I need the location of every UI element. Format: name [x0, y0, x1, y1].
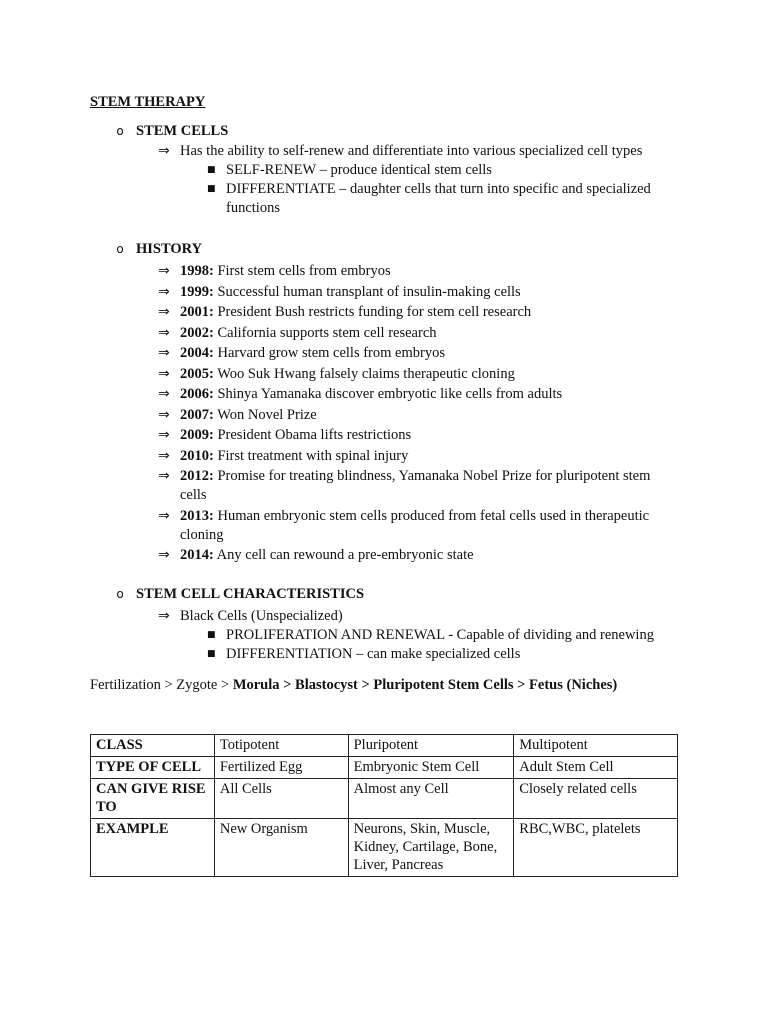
row-label: CAN GIVE RISE TO [91, 779, 215, 819]
table-row [91, 779, 678, 819]
development-flow [90, 676, 617, 695]
item-text: SELF-RENEW – produce identical stem cells [226, 162, 492, 178]
history-item [114, 546, 674, 565]
history-text: Human embryonic stem cells produced from fetal cells used in therapeutic cloning [180, 507, 650, 543]
history-item [114, 467, 674, 505]
history-text: Harvard grow stem cells from embryos [217, 345, 445, 361]
history-list [114, 262, 674, 565]
history-text: Won Novel Prize [217, 406, 317, 423]
arrow-list-item [114, 142, 714, 161]
history-year: 2006: [180, 386, 214, 402]
history-item [114, 324, 674, 343]
square-bullet-icon: ■ [207, 649, 216, 659]
history-text: President Obama lifts restrictions [217, 427, 412, 443]
double-arrow-icon: ⇒ [158, 608, 170, 624]
history-text: Successful human transplant of insulin-making cells [217, 283, 521, 300]
history-year: 2009: [180, 427, 214, 443]
double-arrow-icon: ⇒ [158, 345, 170, 361]
history-year: 1998: [180, 263, 214, 279]
circle-bullet-icon: o [116, 587, 124, 601]
item-text: DIFFERENTIATE – daughter cells that turn into specific and specialized functions [226, 181, 651, 216]
item-text: PROLIFERATION AND RENEWAL - Capable of dividing and renewing [226, 627, 654, 643]
table-row [91, 819, 678, 877]
table-cell: Almost any Cell [348, 779, 514, 819]
table-row [91, 757, 678, 779]
item-text: Has the ability to self-renew and differentiate into various specialized cell types [180, 143, 643, 159]
square-list-item [114, 180, 714, 218]
circle-bullet-icon: o [116, 124, 124, 138]
section-heading-row [114, 240, 674, 262]
table-cell: Embryonic Stem Cell [348, 757, 514, 779]
table-cell: Adult Stem Cell [514, 757, 678, 779]
table-cell: New Organism [214, 819, 348, 877]
history-year: 2005: [180, 365, 214, 382]
document-title: STEM THERAPY [90, 94, 206, 110]
section-heading: STEM CELLS [136, 123, 229, 139]
history-text: Shinya Yamanaka discover embryotic like cells from adults [217, 386, 563, 402]
section-heading: STEM CELL CHARACTERISTICS [136, 586, 365, 602]
double-arrow-icon: ⇒ [158, 447, 170, 464]
history-text: First treatment with spinal injury [217, 447, 409, 464]
double-arrow-icon: ⇒ [158, 143, 170, 159]
history-text: Promise for treating blindness, Yamanaka Nobel Prize for pluripotent stem cells [180, 468, 651, 503]
history-item [114, 406, 674, 425]
table-cell: Pluripotent [348, 735, 514, 757]
double-arrow-icon: ⇒ [158, 547, 170, 563]
double-arrow-icon: ⇒ [158, 386, 170, 402]
square-bullet-icon: ■ [207, 165, 216, 175]
history-item [114, 344, 674, 363]
table-cell: Fertilized Egg [214, 757, 348, 779]
history-item [114, 507, 674, 545]
double-arrow-icon: ⇒ [158, 468, 170, 484]
double-arrow-icon: ⇒ [158, 406, 170, 423]
history-text: President Bush restricts funding for stem cell research [217, 304, 532, 320]
history-item [114, 262, 674, 281]
double-arrow-icon: ⇒ [158, 324, 170, 341]
history-item [114, 385, 674, 404]
double-arrow-icon: ⇒ [158, 304, 170, 320]
history-year: 2002: [180, 324, 214, 341]
double-arrow-icon: ⇒ [158, 427, 170, 443]
history-year: 2012: [180, 468, 214, 484]
stem-cell-class-table [90, 734, 678, 877]
history-text: California supports stem cell research [217, 324, 437, 341]
table-cell: Totipotent [214, 735, 348, 757]
double-arrow-icon: ⇒ [158, 263, 170, 279]
history-year: 2001: [180, 304, 214, 320]
item-text: Black Cells (Unspecialized) [180, 608, 343, 624]
history-year: 2013: [180, 507, 214, 524]
square-list-item [114, 626, 714, 645]
flow-bold-text: Morula > Blastocyst > Pluripotent Stem Cells > Fetus (Niches) [232, 677, 618, 693]
table-cell: All Cells [214, 779, 348, 819]
history-year: 1999: [180, 283, 214, 300]
square-bullet-icon: ■ [207, 184, 216, 194]
section-stem-cells [114, 122, 714, 218]
section-heading-row [114, 122, 714, 142]
table-cell: Closely related cells [514, 779, 678, 819]
history-text: First stem cells from embryos [217, 263, 391, 279]
square-bullet-icon: ■ [207, 630, 216, 640]
square-list-item [114, 161, 714, 180]
arrow-list-item [114, 607, 714, 626]
section-heading: HISTORY [136, 241, 203, 257]
history-year: 2007: [180, 406, 214, 423]
flow-plain-text: Fertilization > Zygote > [90, 677, 233, 693]
history-item [114, 447, 674, 466]
table-row [91, 735, 678, 757]
table-cell: Multipotent [514, 735, 678, 757]
history-item [114, 365, 674, 384]
row-label: TYPE OF CELL [91, 757, 215, 779]
section-history [114, 240, 674, 567]
history-text: Woo Suk Hwang falsely claims therapeutic cloning [217, 365, 515, 382]
history-text: Any cell can rewound a pre-embryonic state [216, 547, 474, 563]
table-cell: Neurons, Skin, Muscle, Kidney, Cartilage, Bone, Liver, Pancreas [348, 819, 514, 877]
square-list-item [114, 645, 714, 664]
circle-bullet-icon: o [116, 242, 124, 256]
history-item [114, 426, 674, 445]
section-heading-row [114, 585, 714, 607]
history-item [114, 283, 674, 302]
row-label: CLASS [91, 735, 215, 757]
table-cell: RBC,WBC, platelets [514, 819, 678, 877]
double-arrow-icon: ⇒ [158, 365, 170, 382]
history-year: 2004: [180, 345, 214, 361]
section-characteristics [114, 585, 714, 664]
history-year: 2014: [180, 547, 214, 563]
history-item [114, 303, 674, 322]
history-year: 2010: [180, 447, 214, 464]
double-arrow-icon: ⇒ [158, 283, 170, 300]
double-arrow-icon: ⇒ [158, 507, 170, 524]
item-text: DIFFERENTIATION – can make specialized cells [226, 646, 521, 662]
row-label: EXAMPLE [91, 819, 215, 877]
